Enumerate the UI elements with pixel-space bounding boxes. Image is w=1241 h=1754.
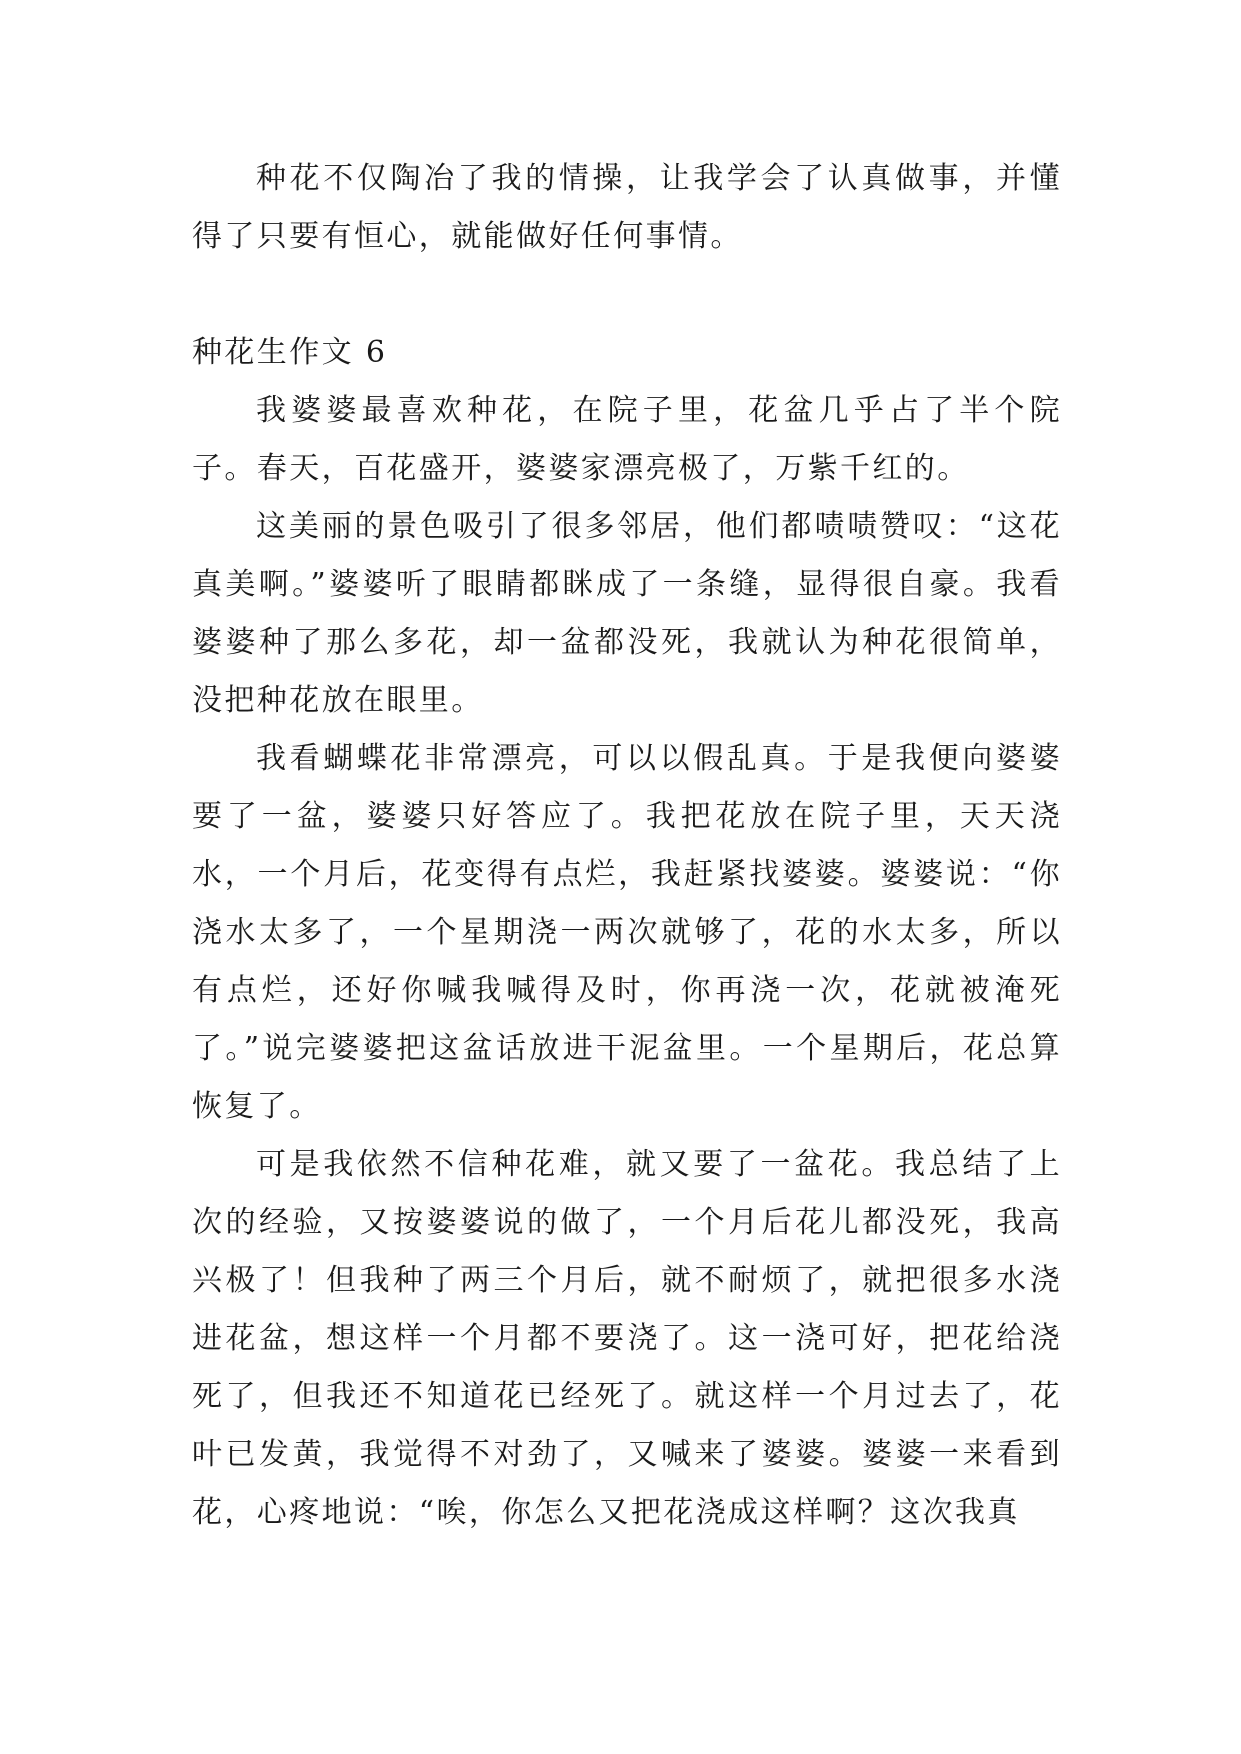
paragraph-1: 我婆婆最喜欢种花，在院子里，花盆几乎占了半个院子。春天，百花盛开，婆婆家漂亮极了，万紫千红的。 <box>192 393 1062 486</box>
intro-paragraph: 种花不仅陶冶了我的情操，让我学会了认真做事，并懂得了只要有恒心，就能做好任何事情。 <box>192 161 1062 254</box>
section-spacer <box>192 266 1062 324</box>
document-body <box>192 150 1062 1542</box>
section-title: 种花生作文 6 <box>192 335 388 370</box>
paragraph-4: 可是我依然不信种花难，就又要了一盆花。我总结了上次的经验，又按婆婆说的做了，一个月后花儿都没死，我高兴极了！但我种了两三个月后，就不耐烦了，就把很多水浇进花盆，想这样一个月都不要浇了。这一浇可好，把花给浇死了，但我还不知道花已经死了。就这样一个月过去了，花叶已发黄，我觉得不对劲了，又喊来了婆婆。婆婆一来看到花，心疼地说：“唉，你怎么又把花浇成这样啊？这次我真 <box>192 1147 1062 1530</box>
paragraph-3: 我看蝴蝶花非常漂亮，可以以假乱真。于是我便向婆婆要了一盆，婆婆只好答应了。我把花放在院子里，天天浇水，一个月后，花变得有点烂，我赶紧找婆婆。婆婆说：“你浇水太多了，一个星期浇一两次就够了，花的水太多，所以有点烂，还好你喊我喊得及时，你再浇一次，花就被淹死了。”说完婆婆把这盆话放进干泥盆里。一个星期后，花总算恢复了。 <box>192 741 1062 1124</box>
paragraph-2: 这美丽的景色吸引了很多邻居，他们都啧啧赞叹：“这花真美啊。”婆婆听了眼睛都眯成了一条缝，显得很自豪。我看婆婆种了那么多花，却一盆都没死，我就认为种花很简单，没把种花放在眼里。 <box>192 509 1062 718</box>
